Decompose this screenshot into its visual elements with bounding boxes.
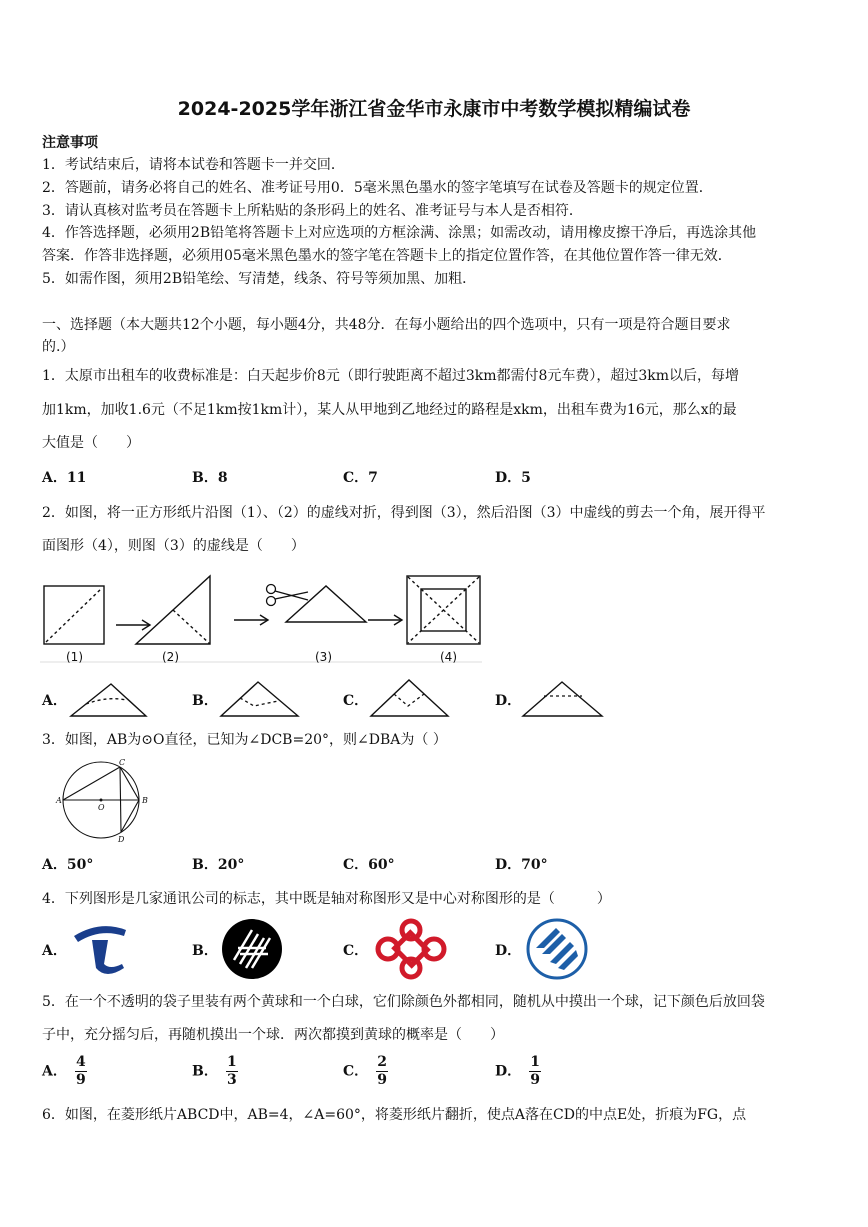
q1-option-c: C．7 [343, 470, 378, 486]
fig-label-2: (2) [162, 650, 179, 664]
q1-option-b: B．8 [192, 470, 228, 486]
notice-item: 答案．作答非选择题，必须用05毫米黑色墨水的签字笔在答题卡上的指定位置作答，在其他位置作答一律无效． [42, 248, 732, 264]
question-5-text: 5．在一个不透明的袋子里装有两个黄球和一个白球，它们除颜色外都相同，随机从中摸出一个球，记下颜色后放回袋 [42, 994, 765, 1010]
fig-label-3: (3) [315, 650, 332, 664]
q2-option-a-figure [68, 676, 148, 718]
section-heading: 一、选择题（本大题共12个小题，每小题4分，共48分．在每小题给出的四个选项中，只有一项是符合题目要求 [42, 317, 731, 333]
fig-label-4: (4) [440, 650, 457, 664]
question-1-text: 1．太原市出租车的收费标准是：白天起步价8元（即行驶距离不超过3km都需付8元车费），超过3km以后，每增 [42, 368, 740, 384]
notice-item: 4．作答选择题，必须用2B铅笔将答题卡上对应选项的方框涂满、涂黑；如需改动，请用橡皮擦干净后，再选涂其他 [42, 225, 757, 241]
section-heading-cont: 的.） [42, 339, 75, 355]
q2-option-a: A． [42, 693, 67, 709]
notice-item: 3．请认真核对监考员在答题卡上所粘贴的条形码上的姓名、准考证号与本人是否相符． [42, 203, 583, 219]
mobile-logo-icon [526, 918, 588, 980]
q5-option-c: C． $\frac{2}{9}$ [343, 1054, 388, 1088]
circle-figure [56, 758, 156, 844]
svg-text:C: C [119, 758, 126, 767]
fraction: $\frac{4}{9}$ [76, 1054, 86, 1088]
fraction: $\frac{1}{9}$ [530, 1054, 541, 1088]
unicom-logo-icon [372, 918, 450, 980]
q2-option-c: C． [343, 693, 369, 709]
question-4-text: 4．下列图形是几家通讯公司的标志，其中既是轴对称图形又是中心对称图形的是（ ） [42, 891, 611, 907]
q4-option-a: A． [42, 943, 67, 959]
q1-option-a: A．11 [42, 470, 87, 486]
notice-item: 1．考试结束后，请将本试卷和答题卡一并交回． [42, 157, 345, 173]
question-5-text: 子中，充分摇匀后，再随机摸出一个球．两次都摸到黄球的概率是（ ） [42, 1027, 504, 1043]
svg-text:O: O [98, 803, 105, 812]
q2-option-c-figure [368, 676, 450, 718]
question-1-text: 加1km，加收1.6元（不足1km按1km计），某人从甲地到乙地经过的路程是xkm，出租车费为16元，那么x的最 [42, 402, 737, 418]
notice-heading: 注意事项 [42, 135, 98, 151]
question-1-text: 大值是（ ） [42, 435, 140, 451]
q5-option-d: D． $\frac{1}{9}$ [495, 1054, 541, 1088]
q3-option-c: C．60° [343, 857, 395, 873]
question-2-text: 2．如图，将一正方形纸片沿图（1）、（2）的虚线对折，得到图（3），然后沿图（3）中虚线的剪去一个角，展开得平 [42, 505, 766, 521]
fraction: $\frac{1}{3}$ [226, 1054, 237, 1088]
page-title: 2024-2025学年浙江省金华市永康市中考数学模拟精编试卷 [177, 98, 691, 120]
q2-option-d-figure [520, 676, 604, 718]
telecom-logo-icon [70, 920, 130, 976]
netcom-logo-icon [220, 918, 284, 980]
q2-option-b-figure [218, 676, 300, 718]
svg-text:A: A [56, 796, 62, 805]
scissors-icon [267, 585, 309, 606]
svg-text:D: D [118, 835, 125, 844]
notice-item: 2．答题前，请务必将自己的姓名、准考证号用0．5毫米黑色墨水的签字笔填写在试卷及答题卡的规定位置． [42, 180, 713, 196]
q3-option-a: A．50° [42, 857, 94, 873]
fig-label-1: (1) [66, 650, 83, 664]
q2-option-b: B． [192, 693, 218, 709]
q4-option-b: B． [192, 943, 218, 959]
fraction: $\frac{2}{9}$ [377, 1054, 388, 1088]
q1-option-d: D．5 [495, 470, 531, 486]
q2-option-d: D． [495, 693, 522, 709]
q3-option-b: B．20° [192, 857, 245, 873]
q5-option-a: A． $\frac{4}{9}$ [42, 1054, 86, 1088]
q4-option-d: D． [495, 943, 522, 959]
question-2-text: 面图形（4），则图（3）的虚线是（ ） [42, 538, 305, 554]
q3-option-d: D．70° [495, 857, 548, 873]
q4-option-c: C． [343, 943, 369, 959]
question-3-text: 3．如图，AB为⊙O直径，已知为∠DCB=20°，则∠DBA为（ ） [42, 732, 447, 748]
fold-figure [40, 570, 482, 666]
question-6-text: 6．如图，在菱形纸片ABCD中，AB=4，∠A=60°，将菱形纸片翻折，使点A落在CD的中点E处，折痕为FG，点 [42, 1107, 747, 1123]
q5-option-b: B． $\frac{1}{3}$ [192, 1054, 237, 1088]
notice-item: 5．如需作图，须用2B铅笔绘、写清楚，线条、符号等须加黑、加粗． [42, 271, 477, 287]
svg-text:B: B [142, 796, 148, 805]
